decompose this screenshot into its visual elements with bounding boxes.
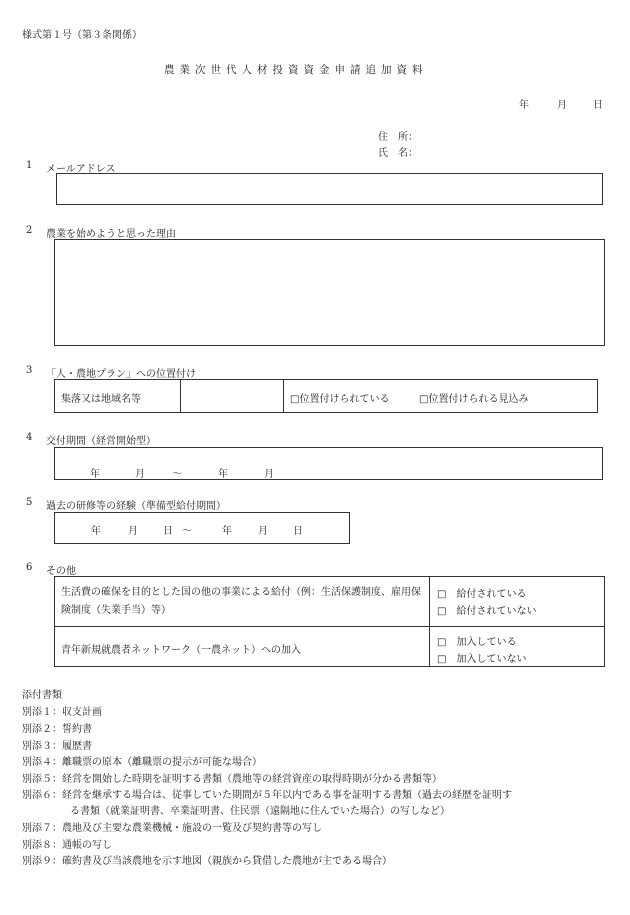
- grant-period-tilde: ～: [172, 469, 182, 480]
- attachment-item: 別添３：履歴書: [22, 741, 92, 752]
- other-table-row-divider: [54, 626, 605, 627]
- reason-field[interactable]: [54, 239, 605, 346]
- grant-start-month: 月: [135, 469, 145, 480]
- section-3-number: 3: [26, 365, 33, 376]
- network-option-joined[interactable]: □ 加入している: [437, 637, 517, 648]
- attachment-item: 別添５：経営を開始した時期を証明する書類（農地等の経営資産の取得時期が分かる書類等）: [22, 774, 442, 785]
- form-number: 様式第１号（第３条関係）: [22, 30, 142, 41]
- email-field[interactable]: [56, 173, 603, 205]
- section-2-number: 2: [26, 225, 33, 236]
- other-table-col-divider: [429, 576, 430, 667]
- section-5-number: 5: [26, 497, 33, 508]
- section-4-label: 交付期間（経営開始型）: [46, 436, 156, 447]
- training-start-day: 日: [163, 526, 173, 537]
- section-6-number: 6: [26, 562, 33, 573]
- attachment-item: 別添１：収支計画: [22, 707, 102, 718]
- date-year-label: 年: [519, 100, 529, 111]
- attachments-heading: 添付書類: [22, 690, 62, 701]
- training-end-month: 月: [258, 526, 268, 537]
- section-6-label: その他: [46, 566, 76, 577]
- section-1-number: 1: [26, 160, 33, 171]
- plan-option-positioned[interactable]: □位置付けられている: [290, 394, 390, 405]
- date-day-label: 日: [593, 100, 603, 111]
- network-question: 青年新規就農者ネットワーク（一農ネット）への加入: [61, 645, 301, 656]
- network-option-not-joined[interactable]: □ 加入していない: [437, 654, 527, 665]
- benefit-option-received[interactable]: □ 給付されている: [437, 589, 527, 600]
- section-5-label: 過去の研修等の経験（準備型給付期間）: [46, 501, 226, 512]
- attachment-item: 別添２：誓約書: [22, 724, 92, 735]
- name-label: 氏 名：: [378, 148, 418, 159]
- training-end-year: 年: [222, 526, 232, 537]
- plan-option-expected[interactable]: □位置付けられる見込み: [419, 394, 529, 405]
- attachment-item: 別添７：農地及び主要な農業機械・施設の一覧及び契約書等の写し: [22, 823, 322, 834]
- training-start-month: 月: [128, 526, 138, 537]
- plan-table-divider-2: [283, 379, 284, 413]
- benefit-option-not-received[interactable]: □ 給付されていない: [437, 606, 537, 617]
- section-1-label: メールアドレス: [46, 164, 116, 175]
- training-end-day: 日: [293, 526, 303, 537]
- attachment-item-continuation: る書類（就業証明書、卒業証明書、住民票（遠隔地に住んでいた場合）の写しなど）: [70, 806, 450, 817]
- attachment-item: 別添９：確約書及び当該農地を示す地図（親族から貸借した農地が主である場合）: [22, 856, 392, 867]
- area-name-input[interactable]: [184, 383, 280, 409]
- page-title: 農業次世代人材投資資金申請追加資料: [164, 64, 428, 76]
- benefit-question: 生活費の確保を目的とした国の他の事業による給付（例：生活保護制度、雇用保険制度（失業手当）等）: [61, 587, 421, 616]
- section-4-number: 4: [26, 432, 33, 443]
- grant-end-year: 年: [218, 469, 228, 480]
- training-start-year: 年: [91, 526, 101, 537]
- grant-start-year: 年: [90, 469, 100, 480]
- plan-table-divider-1: [180, 379, 181, 413]
- attachment-item: 別添８：通帳の写し: [22, 840, 112, 851]
- date-month-label: 月: [557, 100, 567, 111]
- attachment-item: 別添６：経営を継承する場合は、従事していた期間が５年以内である事を証明する書類（過去の経歴を証明す: [22, 790, 512, 801]
- grant-end-month: 月: [264, 469, 274, 480]
- training-period-tilde: ～: [182, 526, 192, 537]
- address-label: 住 所：: [378, 132, 418, 143]
- section-3-label: 「人・農地プラン」への位置付け: [46, 369, 196, 380]
- section-2-label: 農業を始めようと思った理由: [46, 229, 176, 240]
- area-name-label: 集落又は地域名等: [61, 394, 141, 405]
- attachment-item: 別添４：離職票の原本（離職票の提示が可能な場合）: [22, 757, 262, 768]
